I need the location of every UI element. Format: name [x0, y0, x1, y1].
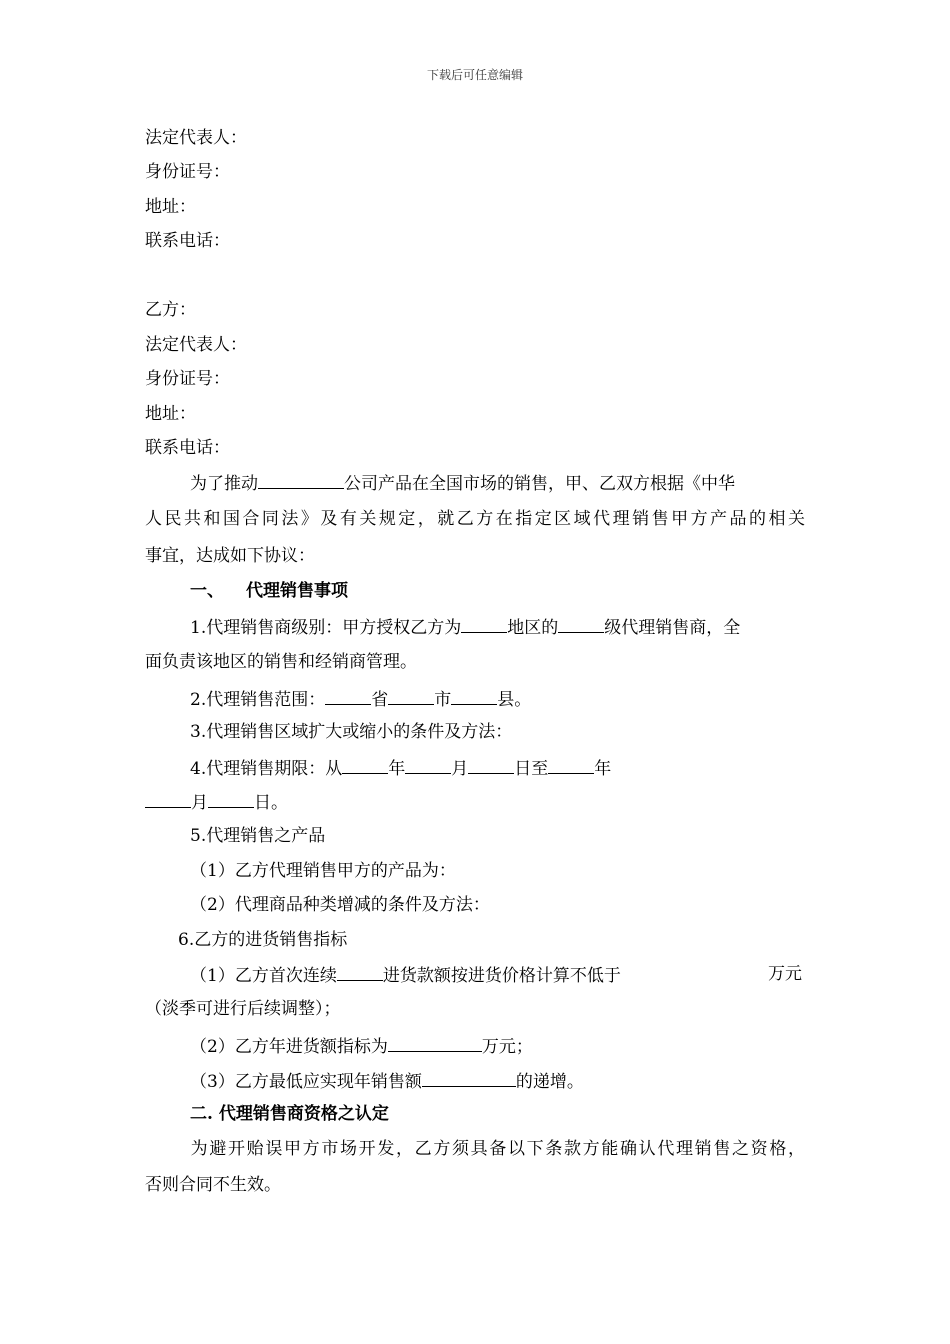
- item-4-line-1: [190, 756, 611, 780]
- party-a-address: 地址：: [145, 197, 196, 217]
- item-6-sub-1: [190, 963, 621, 987]
- party-b-address: 地址：: [145, 404, 196, 424]
- item-1-line-2: 面负责该地区的销售和经销商管理。: [145, 652, 417, 672]
- item-6: 6.乙方的进货销售指标: [178, 930, 348, 950]
- level-blank: [558, 615, 604, 633]
- county-blank: [451, 687, 497, 705]
- section-1-number: 一、: [190, 581, 224, 601]
- page-header: 下载后可任意编辑: [426, 68, 523, 82]
- party-b-id-number: 身份证号：: [145, 369, 230, 389]
- party-b-representative: 法定代表人：: [145, 335, 247, 355]
- company-name-blank: [258, 471, 344, 489]
- item-2-text-c: 市: [434, 690, 452, 710]
- item-6-1-text-a: （1）乙方首次连续: [190, 966, 337, 986]
- item-4-text-d: 日至: [514, 759, 549, 779]
- item-1-text-a: 1.代理销售商级别：甲方授权乙方为: [190, 618, 462, 638]
- province-blank: [325, 687, 371, 705]
- item-5-sub-2: （2）代理商品种类增减的条件及方法：: [190, 895, 490, 915]
- end-year-blank: [548, 756, 594, 774]
- item-3: 3.代理销售区域扩大或缩小的条件及方法：: [190, 722, 513, 742]
- intro-line-2: 人民共和国合同法》及有关规定，就乙方在指定区域代理销售甲方产品的相关: [145, 509, 805, 529]
- item-2-text-a: 2.代理销售范围：: [190, 690, 326, 710]
- item-4-text-a: 4.代理销售期限：从: [190, 759, 343, 779]
- item-2: [190, 687, 531, 711]
- item-1-text-c: 级代理销售商，全: [604, 618, 741, 638]
- item-6-3-text-b: 的递增。: [515, 1072, 584, 1092]
- annual-purchase-blank: [388, 1034, 482, 1052]
- section-1-heading: [190, 580, 348, 602]
- item-2-text-d: 县。: [497, 690, 532, 710]
- item-4-text-c: 月: [451, 759, 469, 779]
- end-day-blank: [208, 790, 254, 808]
- intro-text-1a: 为了推动: [190, 474, 258, 494]
- section-2-para-line-2: 否则合同不生效。: [145, 1175, 281, 1195]
- party-b-phone: 联系电话：: [145, 438, 230, 458]
- section-2-heading: 二. 代理销售商资格之认定: [190, 1104, 389, 1124]
- region-blank: [461, 615, 507, 633]
- party-a-id-number: 身份证号：: [145, 162, 230, 182]
- item-4-text-b: 年: [388, 759, 406, 779]
- item-6-sub-2: [190, 1034, 533, 1058]
- item-2-text-b: 省: [371, 690, 389, 710]
- section-2-para-text-1: 为避开贻误甲方市场开发，乙方须具备以下条款方能确认代理销售之资格，: [189, 1139, 805, 1159]
- party-a-phone: 联系电话：: [145, 231, 230, 251]
- item-6-2-text-a: （2）乙方年进货额指标为: [190, 1037, 388, 1057]
- start-year-blank: [342, 756, 388, 774]
- item-4-text-f: 月: [191, 793, 208, 813]
- section-2-para-line-1: [145, 1138, 805, 1160]
- item-6-sub-3: [190, 1069, 584, 1093]
- item-6-1-text-b: 进货款额按进货价格计算不低于: [382, 966, 621, 986]
- item-5: 5.代理销售之产品: [190, 826, 326, 846]
- item-6-2-text-b: 万元；: [481, 1037, 533, 1057]
- item-1-line-1: [190, 615, 740, 639]
- item-6-3-text-a: （3）乙方最低应实现年销售额: [190, 1072, 422, 1092]
- annual-sales-blank: [422, 1069, 516, 1087]
- end-month-blank: [145, 790, 191, 808]
- item-5-sub-1: （1）乙方代理销售甲方的产品为：: [190, 861, 456, 881]
- item-1-text-b: 地区的: [507, 618, 559, 638]
- item-6-1-note: （淡季可进行后续调整）；: [145, 999, 341, 1019]
- consecutive-blank: [337, 963, 383, 981]
- intro-line-3: 事宜，达成如下协议：: [145, 546, 315, 566]
- item-4-line-2: [145, 790, 288, 814]
- start-month-blank: [405, 756, 451, 774]
- item-6-1-unit: 万元: [768, 964, 802, 984]
- party-b-title: 乙方：: [145, 300, 196, 320]
- start-day-blank: [468, 756, 514, 774]
- section-1-title: 代理销售事项: [246, 581, 348, 601]
- party-a-representative: 法定代表人：: [145, 128, 247, 148]
- item-4-text-g: 日。: [254, 793, 288, 813]
- intro-text-1b: 公司产品在全国市场的销售，甲、乙双方根据《中华: [344, 474, 735, 494]
- intro-line-1: [190, 471, 735, 495]
- city-blank: [388, 687, 434, 705]
- item-4-text-e: 年: [594, 759, 612, 779]
